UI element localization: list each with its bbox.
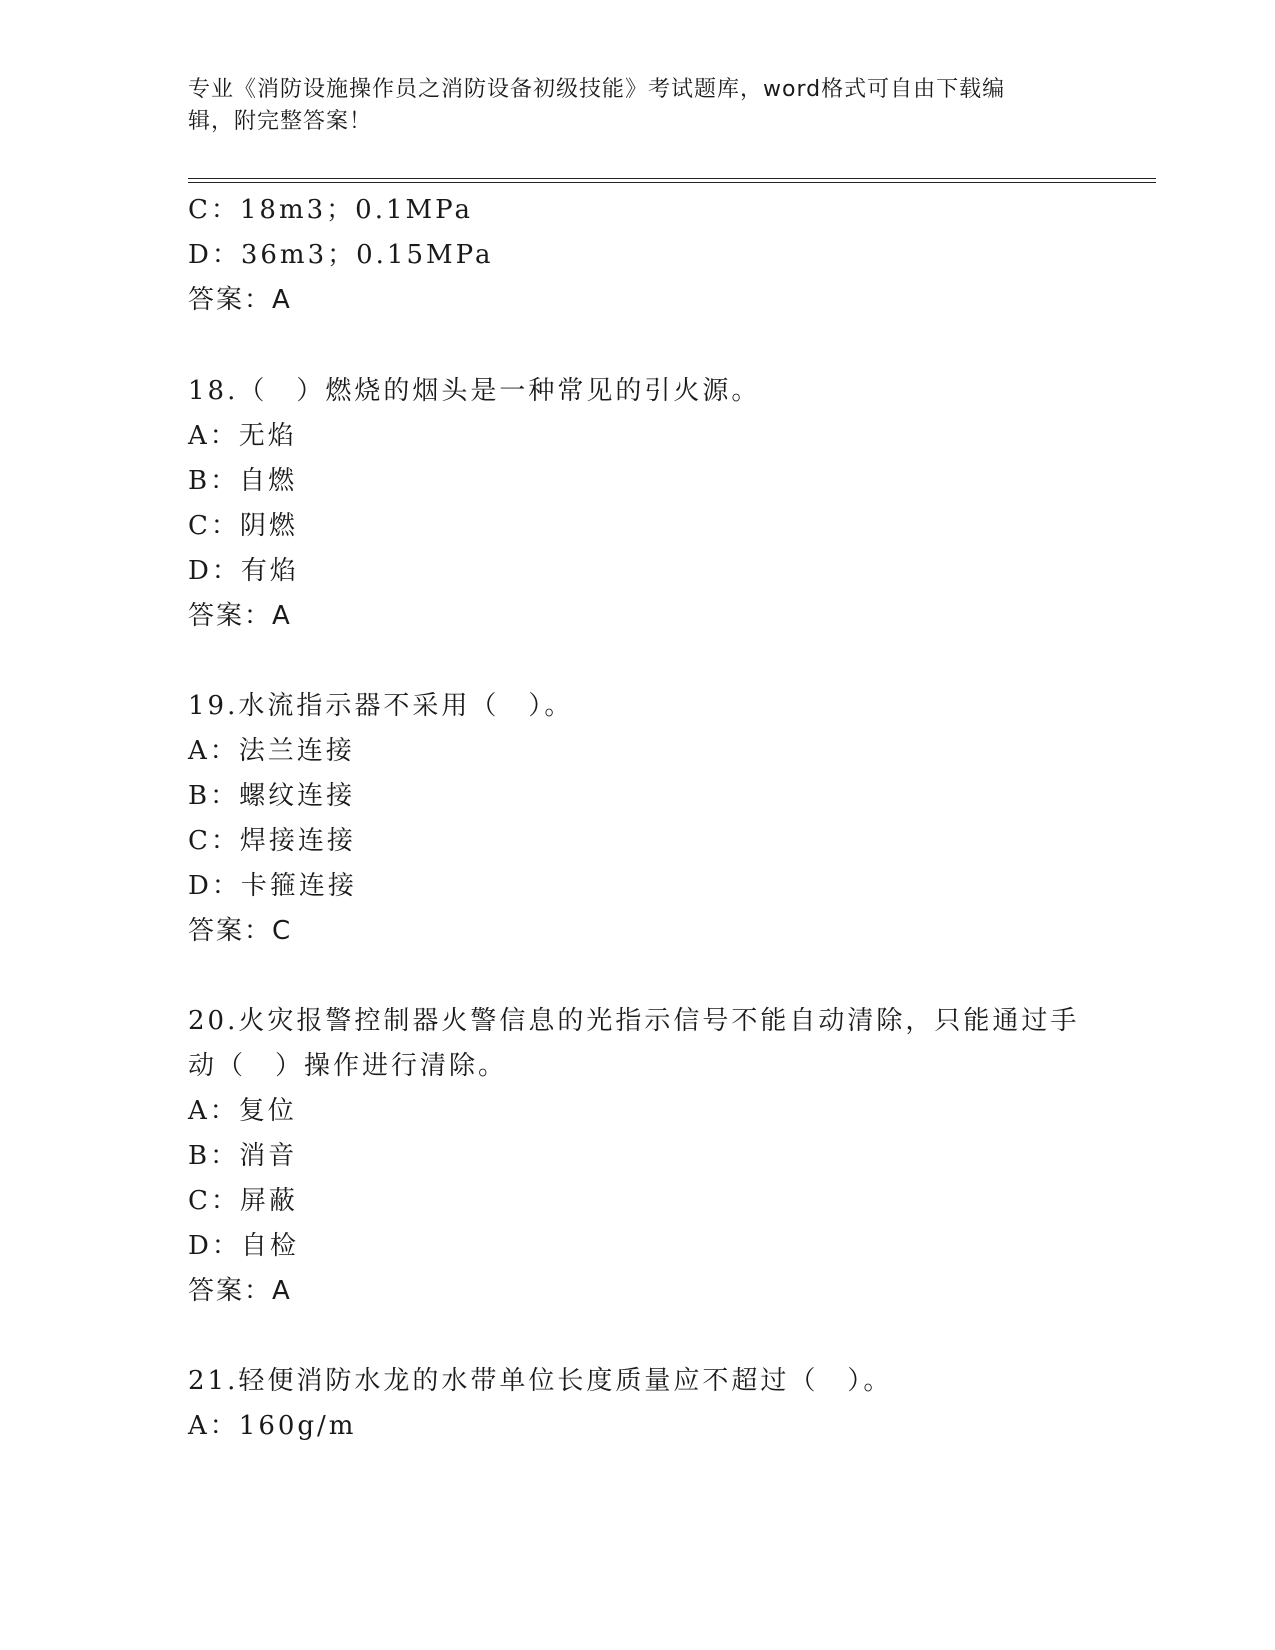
q19-option-a: A：法兰连接 [188, 736, 355, 766]
q18-stem: 18.（ ）燃烧的烟头是一种常见的引火源。 [188, 376, 761, 406]
q18-option-b: B：自燃 [188, 466, 298, 496]
q20-stem-line-2: 动（ ）操作进行清除。 [188, 1051, 508, 1081]
document-header [188, 74, 1088, 138]
q19-option-d: D：卡箍连接 [188, 871, 357, 901]
q21-option-a: A：160g/m [188, 1411, 357, 1441]
q19-option-b: B：螺纹连接 [188, 781, 356, 811]
q19-answer: 答案：C [188, 916, 293, 946]
q17-answer: 答案：A [188, 285, 292, 315]
header-divider-bottom [188, 182, 1156, 183]
q18-answer: 答案：A [188, 601, 292, 631]
q18-option-c: C：阴燃 [188, 511, 298, 541]
q20-stem-line-1: 20.火灾报警控制器火警信息的光指示信号不能自动清除，只能通过手 [188, 1006, 1080, 1036]
q20-option-a: A：复位 [188, 1096, 297, 1126]
q20-option-c: C：屏蔽 [188, 1186, 298, 1216]
header-line-1: 专业《消防设施操作员之消防设备初级技能》考试题库，word格式可自由下载编 [188, 77, 1006, 102]
q17-option-d: D：36m3；0.15MPa [188, 240, 494, 270]
q19-option-c: C：焊接连接 [188, 826, 356, 856]
q19-stem: 19.水流指示器不采用（ ）。 [188, 691, 574, 721]
q20-option-d: D：自检 [188, 1231, 299, 1261]
q18-option-d: D：有焰 [188, 556, 299, 586]
q20-option-b: B：消音 [188, 1141, 298, 1171]
q20-answer: 答案：A [188, 1276, 292, 1306]
q18-option-a: A：无焰 [188, 421, 297, 451]
q17-option-c: C：18m3；0.1MPa [188, 195, 473, 225]
header-divider-top [188, 178, 1156, 179]
header-line-2: 辑，附完整答案！ [188, 109, 373, 134]
q21-stem: 21.轻便消防水龙的水带单位长度质量应不超过（ ）。 [188, 1366, 893, 1396]
